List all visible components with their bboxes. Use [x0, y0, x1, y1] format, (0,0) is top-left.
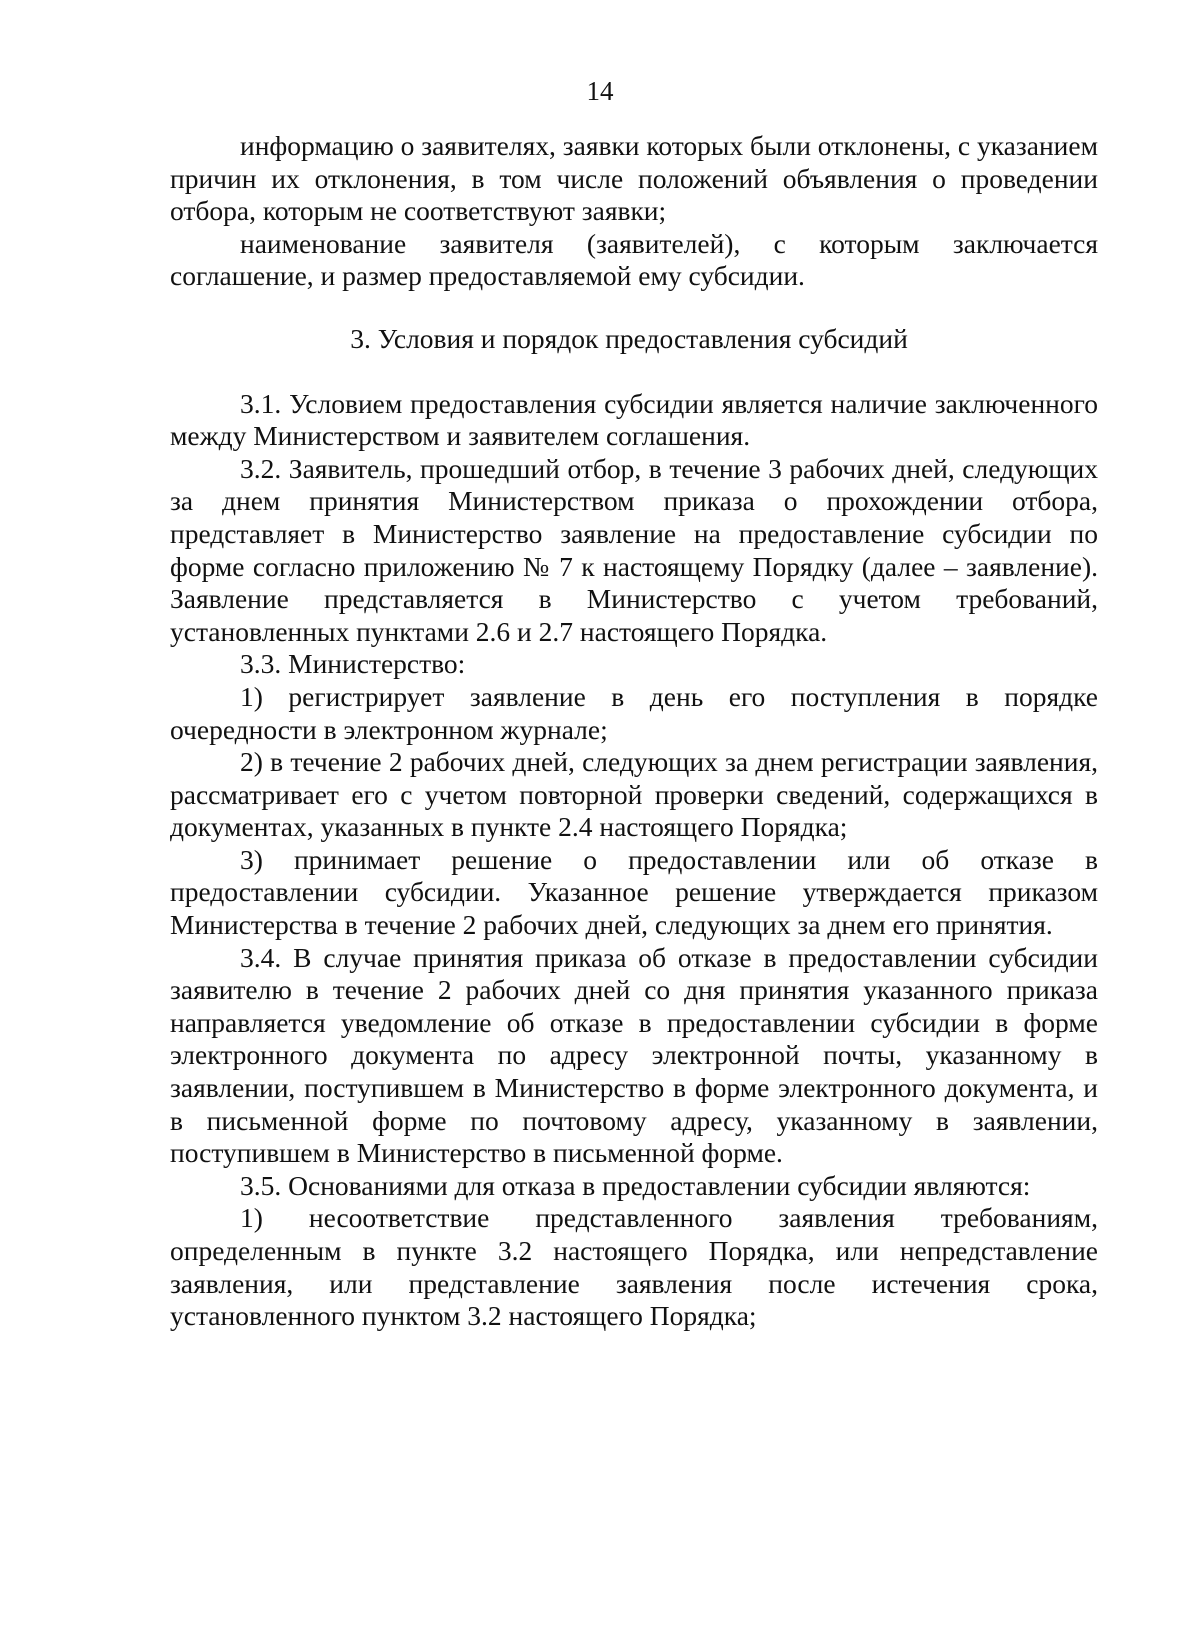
paragraph-3-1: 3.1. Условием предоставления субсидии является наличие заключенного между Министерством и заявителем соглашения.: [170, 387, 1098, 452]
section-heading: 3. Условия и порядок предоставления субсидий: [350, 322, 908, 354]
paragraph-3-2: 3.2. Заявитель, прошедший отбор, в течение 3 рабочих дней, следующих за днем принятия Министерством приказа о прохождении отбора, представляет в Министерство заявление на предоставление субсидии по форме согласно приложению № 7 к настоящему Порядку (далее – заявление). Заявление представляется в Министерство с учетом требований, установленных пунктами 2.6 и 2.7 настоящего Порядка.: [170, 452, 1098, 647]
document-body: [170, 130, 1098, 1333]
paragraph-3-3-item-2: 2) в течение 2 рабочих дней, следующих за днем регистрации заявления, рассматривает его с учетом повторной проверки сведений, содержащихся в документах, указанных в пункте 2.4 настоящего Порядка;: [170, 746, 1098, 843]
paragraph-3-4: 3.4. В случае принятия приказа об отказе в предоставлении субсидии заявителю в течение 2 рабочих дней со дня принятия указанного приказа направляется уведомление об отказе в предоставлении субсидии в форме электронного документа по адресу электронной почты, указанному в заявлении, поступившем в Министерство в форме электронного документа, и в письменной форме по почтовому адресу, указанному в заявлении, поступившем в Министерство в письменной форме.: [170, 941, 1098, 1169]
paragraph-3-3-item-1: 1) регистрирует заявление в день его поступления в порядке очередности в электронном журнале;: [170, 680, 1098, 745]
paragraph-3-3: 3.3. Министерство:: [240, 648, 466, 680]
paragraph-3-3-item-3: 3) принимает решение о предоставлении или об отказе в предоставлении субсидии. Указанное решение утверждается приказом Министерства в течение 2 рабочих дней, следующих за днем его принятия.: [170, 843, 1098, 941]
paragraph-3-5: 3.5. Основаниями для отказа в предоставлении субсидии являются:: [240, 1169, 1031, 1201]
intro-paragraph: наименование заявителя (заявителей), с которым заключается соглашение, и размер предоставляемой ему субсидии.: [170, 227, 1098, 292]
page-number: 14: [586, 76, 614, 106]
paragraph-3-5-item-1: 1) несоответствие представленного заявления требованиям, определенным в пункте 3.2 настоящего Порядка, или непредставление заявления, или представление заявления после истечения срока, установленного пунктом 3.2 настоящего Порядка;: [170, 1202, 1098, 1332]
intro-paragraph: информацию о заявителях, заявки которых были отклонены, с указанием причин их отклонения, в том числе положений объявления о проведении отбора, которым не соответствуют заявки;: [170, 130, 1098, 227]
